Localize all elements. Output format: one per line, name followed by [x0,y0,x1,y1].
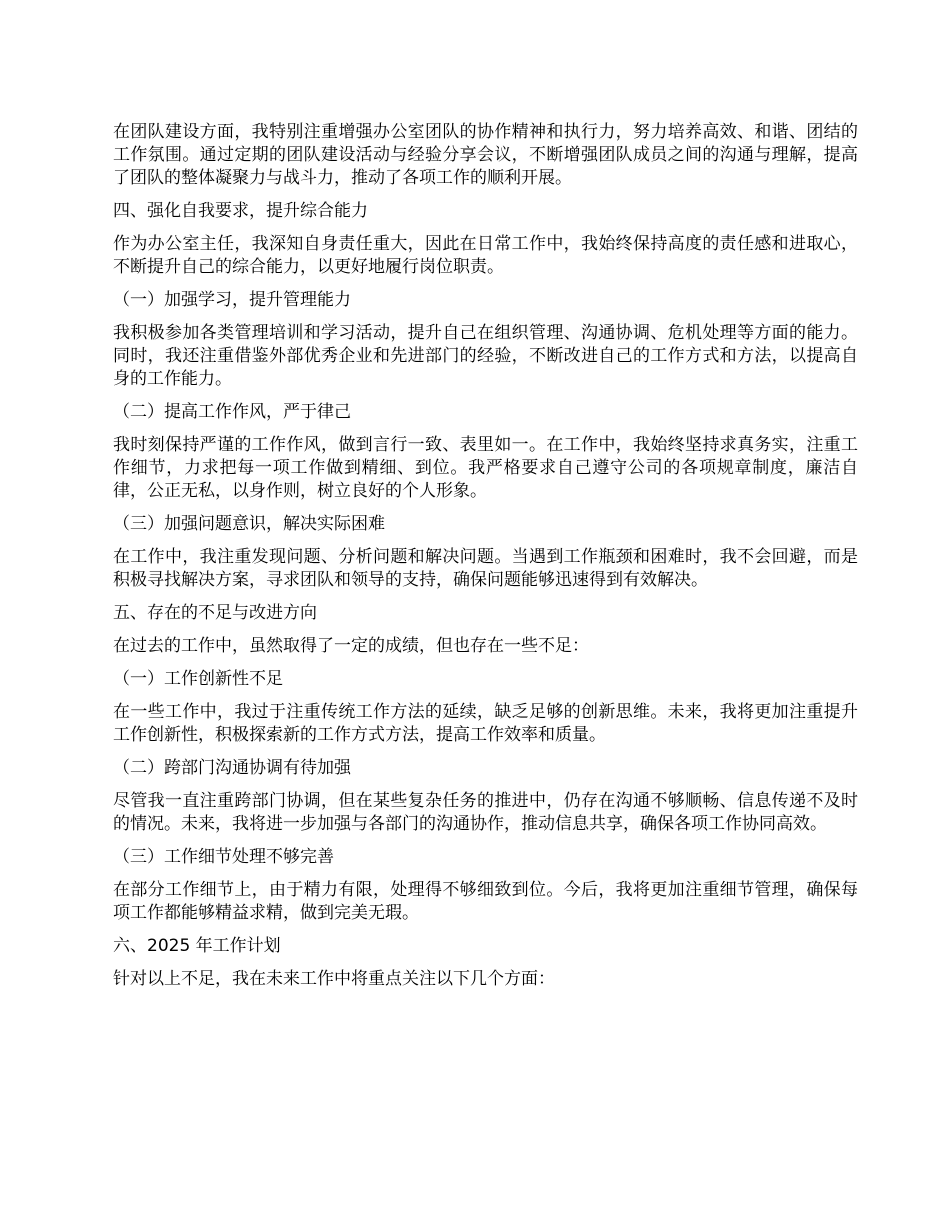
section-heading-5: 五、存在的不足与改进方向 [113,603,317,623]
subheading-4-2: （二）提高工作作风，严于律己 [113,402,351,422]
subheading-5-2: （二）跨部门沟通协调有待加强 [113,758,351,778]
paragraph-team-building: 在团队建设方面，我特别注重增强办公室团队的协作精神和执行力，努力培养高效、和谐、团结的工作氛围。通过定期的团队建设活动与经验分享会议，不断增强团队成员之间的沟通与理解，提高了团队的整体凝聚力与战斗力，推动了各项工作的顺利开展。 [113,122,858,188]
paragraph-responsibility: 作为办公室主任，我深知自身责任重大，因此在日常工作中，我始终保持高度的责任感和进取心，不断提升自己的综合能力，以更好地履行岗位职责。 [113,234,858,277]
paragraph-communication: 尽管我一直注重跨部门协调，但在某些复杂任务的推进中，仍存在沟通不够顺畅、信息传递不及时的情况。未来，我将进一步加强与各部门的沟通协作，推动信息共享，确保各项工作协同高效。 [113,791,858,834]
paragraph-plan-intro: 针对以上不足，我在未来工作中将重点关注以下几个方面： [113,969,555,989]
paragraph-work-style: 我时刻保持严谨的工作作风，做到言行一致、表里如一。在工作中，我始终坚持求真务实，注重工作细节，力求把每一项工作做到精细、到位。我严格要求自己遵守公司的各项规章制度，廉洁自律，公正无私，以身作则，树立良好的个人形象。 [113,435,858,501]
paragraph-innovation: 在一些工作中，我过于注重传统工作方法的延续，缺乏足够的创新思维。未来，我将更加注重提升工作创新性，积极探索新的工作方式方法，提高工作效率和质量。 [113,702,858,745]
section-heading-4: 四、强化自我要求，提升综合能力 [113,201,368,221]
document-body [113,121,858,1001]
paragraph-learning: 我积极参加各类管理培训和学习活动，提升自己在组织管理、沟通协调、危机处理等方面的能力。同时，我还注重借鉴外部优秀企业和先进部门的经验，不断改进自己的工作方式和方法，以提高自身的工作能力。 [113,323,858,389]
subheading-4-3: （三）加强问题意识，解决实际困难 [113,514,385,534]
section-heading-6: 六、2025 年工作计划 [113,936,281,956]
subheading-5-3: （三）工作细节处理不够完善 [113,847,334,867]
paragraph-problem-solving: 在工作中，我注重发现问题、分析问题和解决问题。当遇到工作瓶颈和困难时，我不会回避，而是积极寻找解决方案，寻求团队和领导的支持，确保问题能够迅速得到有效解决。 [113,547,858,590]
paragraph-details: 在部分工作细节上，由于精力有限，处理得不够细致到位。今后，我将更加注重细节管理，确保每项工作都能够精益求精，做到完美无瑕。 [113,880,858,923]
paragraph-shortcomings-intro: 在过去的工作中，虽然取得了一定的成绩，但也存在一些不足： [113,636,589,656]
subheading-5-1: （一）工作创新性不足 [113,669,283,689]
subheading-4-1: （一）加强学习，提升管理能力 [113,290,351,310]
